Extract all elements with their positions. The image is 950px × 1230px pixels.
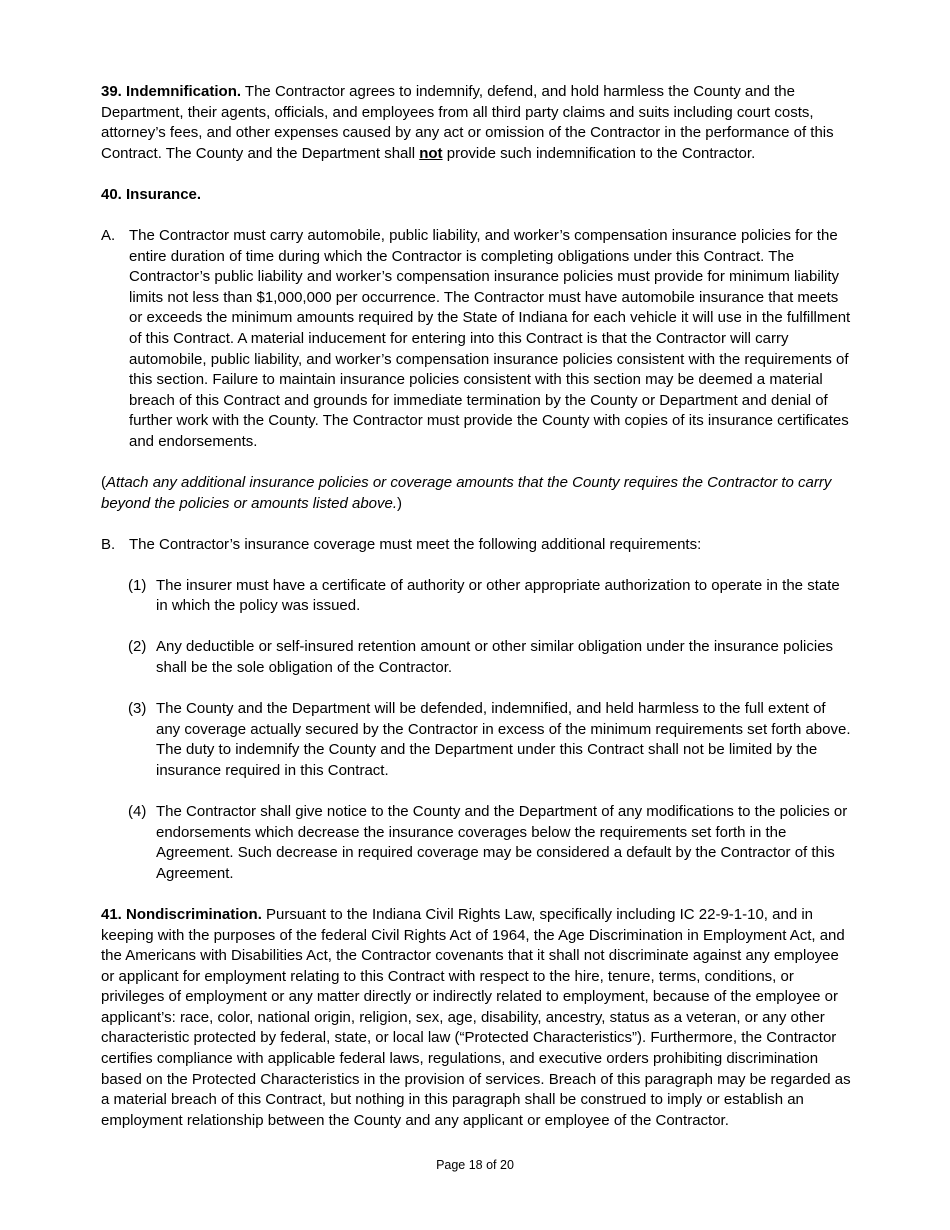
note-text: Attach any additional insurance policies or coverage amounts that the County requires the Contractor to carry beyond the policies or amounts listed above.	[101, 474, 832, 512]
item-b-label: B.	[101, 535, 116, 553]
insurance-note	[101, 473, 853, 514]
requirement-text: Any deductible or self-insured retention amount or other similar obligation under the insurance policies shall be the sole obligation of the Contractor.	[156, 638, 834, 677]
section-40-item-b	[101, 535, 853, 556]
note-paren-close: )	[397, 494, 403, 512]
document-page	[101, 82, 853, 1152]
page-number: Page 18 of 20	[436, 1158, 514, 1172]
section-39-text-a: The Contractor agrees to indemnify, defend, and hold harmless the County and the Department, their agents, officials, and employees from all third party claims and suits including court costs, attorney’s fees, and other expenses caused by any act or omission of the Contractor in the performance of this Contract. The County and the Department shall	[101, 83, 834, 162]
section-40-item-a	[101, 226, 853, 453]
requirement-item	[128, 637, 853, 678]
item-b-text: The Contractor’s insurance coverage must meet the following additional requirements:	[129, 535, 702, 553]
requirement-item	[128, 699, 853, 781]
requirement-label: (4)	[128, 803, 147, 821]
requirement-text: The insurer must have a certificate of authority or other appropriate authorization to operate in the state in which the policy was issued.	[156, 576, 840, 615]
requirement-text: The County and the Department will be defended, indemnified, and held harmless to the full extent of any coverage actually secured by the Contractor in excess of the minimum requirements set forth above. The duty to indemnify the County and the Department under this Contract shall not be limited by the insurance required in this Contract.	[156, 700, 851, 779]
section-39-indemnification	[101, 82, 853, 164]
section-39-text-b: provide such indemnification to the Contractor.	[442, 144, 756, 162]
requirement-item	[128, 802, 853, 884]
note-paren-open: (	[101, 474, 106, 491]
requirement-text: The Contractor shall give notice to the County and the Department of any modifications to the policies or endorsements which decrease the insurance coverages below the requirements set forth in the Agreement. Such decrease in required coverage may be considered a default by the Contractor of this Agreement.	[156, 803, 848, 882]
requirement-label: (2)	[128, 638, 147, 656]
section-39-emphasis: not	[419, 144, 443, 162]
requirement-label: (3)	[128, 700, 147, 718]
section-41-heading: 41. Nondiscrimination.	[101, 905, 262, 923]
requirement-item	[128, 576, 853, 617]
requirement-label: (1)	[128, 576, 147, 594]
section-40-heading	[101, 185, 853, 206]
section-39-heading: 39. Indemnification.	[101, 83, 242, 100]
section-40-heading-text: 40. Insurance.	[101, 185, 202, 203]
section-41-text: Pursuant to the Indiana Civil Rights Law, specifically including IC 22-9-1-10, and in keeping with the purposes of the federal Civil Rights Act of 1964, the Age Discrimination in Employment Act, and the Americans with Disabilities Act, the Contractor covenants that it shall not discriminate against any employee or applicant for employment relating to this Contract with respect to the hire, tenure, terms, conditions, or privileges of employment or any matter directly or indirectly related to employment, because of the employee or applicant’s: race, color, national origin, religion, sex, age, disability, ancestry, status as a veteran, or any other characteristic protected by federal, state, or local law (“Protected Characteristics”). Furthermore, the Contractor certifies compliance with applicable federal laws, regulations, and executive orders prohibiting discrimination based on the Protected Characteristics in the provision of services. Breach of this paragraph may be regarded as a material breach of this Contract, but nothing in this paragraph shall be construed to imply or establish an employment relationship between the County and any applicant or employee of the Contractor.	[101, 905, 851, 1129]
item-a-text: The Contractor must carry automobile, public liability, and worker’s compensation insurance policies for the entire duration of time during which the Contractor is completing obligations under this Contract. The Contractor’s public liability and worker’s compensation insurance policies must provide for minimum liability limits not less than $1,000,000 per occurrence. The Contractor must have automobile insurance that meets or exceeds the minimum amounts required by the State of Indiana for each vehicle it will use in the fulfillment of this Contract. A material inducement for entering into this Contract is that the Contractor will carry automobile, public liability, and worker’s compensation insurance policies consistent with the requirements of this section. Failure to maintain insurance policies consistent with this section may be deemed a material breach of this Contract and grounds for immediate termination by the County or Department and denial of further work with the County. The Contractor must provide the County with copies of its insurance certificates and endorsements.	[129, 226, 851, 450]
item-a-label: A.	[101, 226, 116, 244]
section-41-nondiscrimination	[101, 905, 853, 1132]
